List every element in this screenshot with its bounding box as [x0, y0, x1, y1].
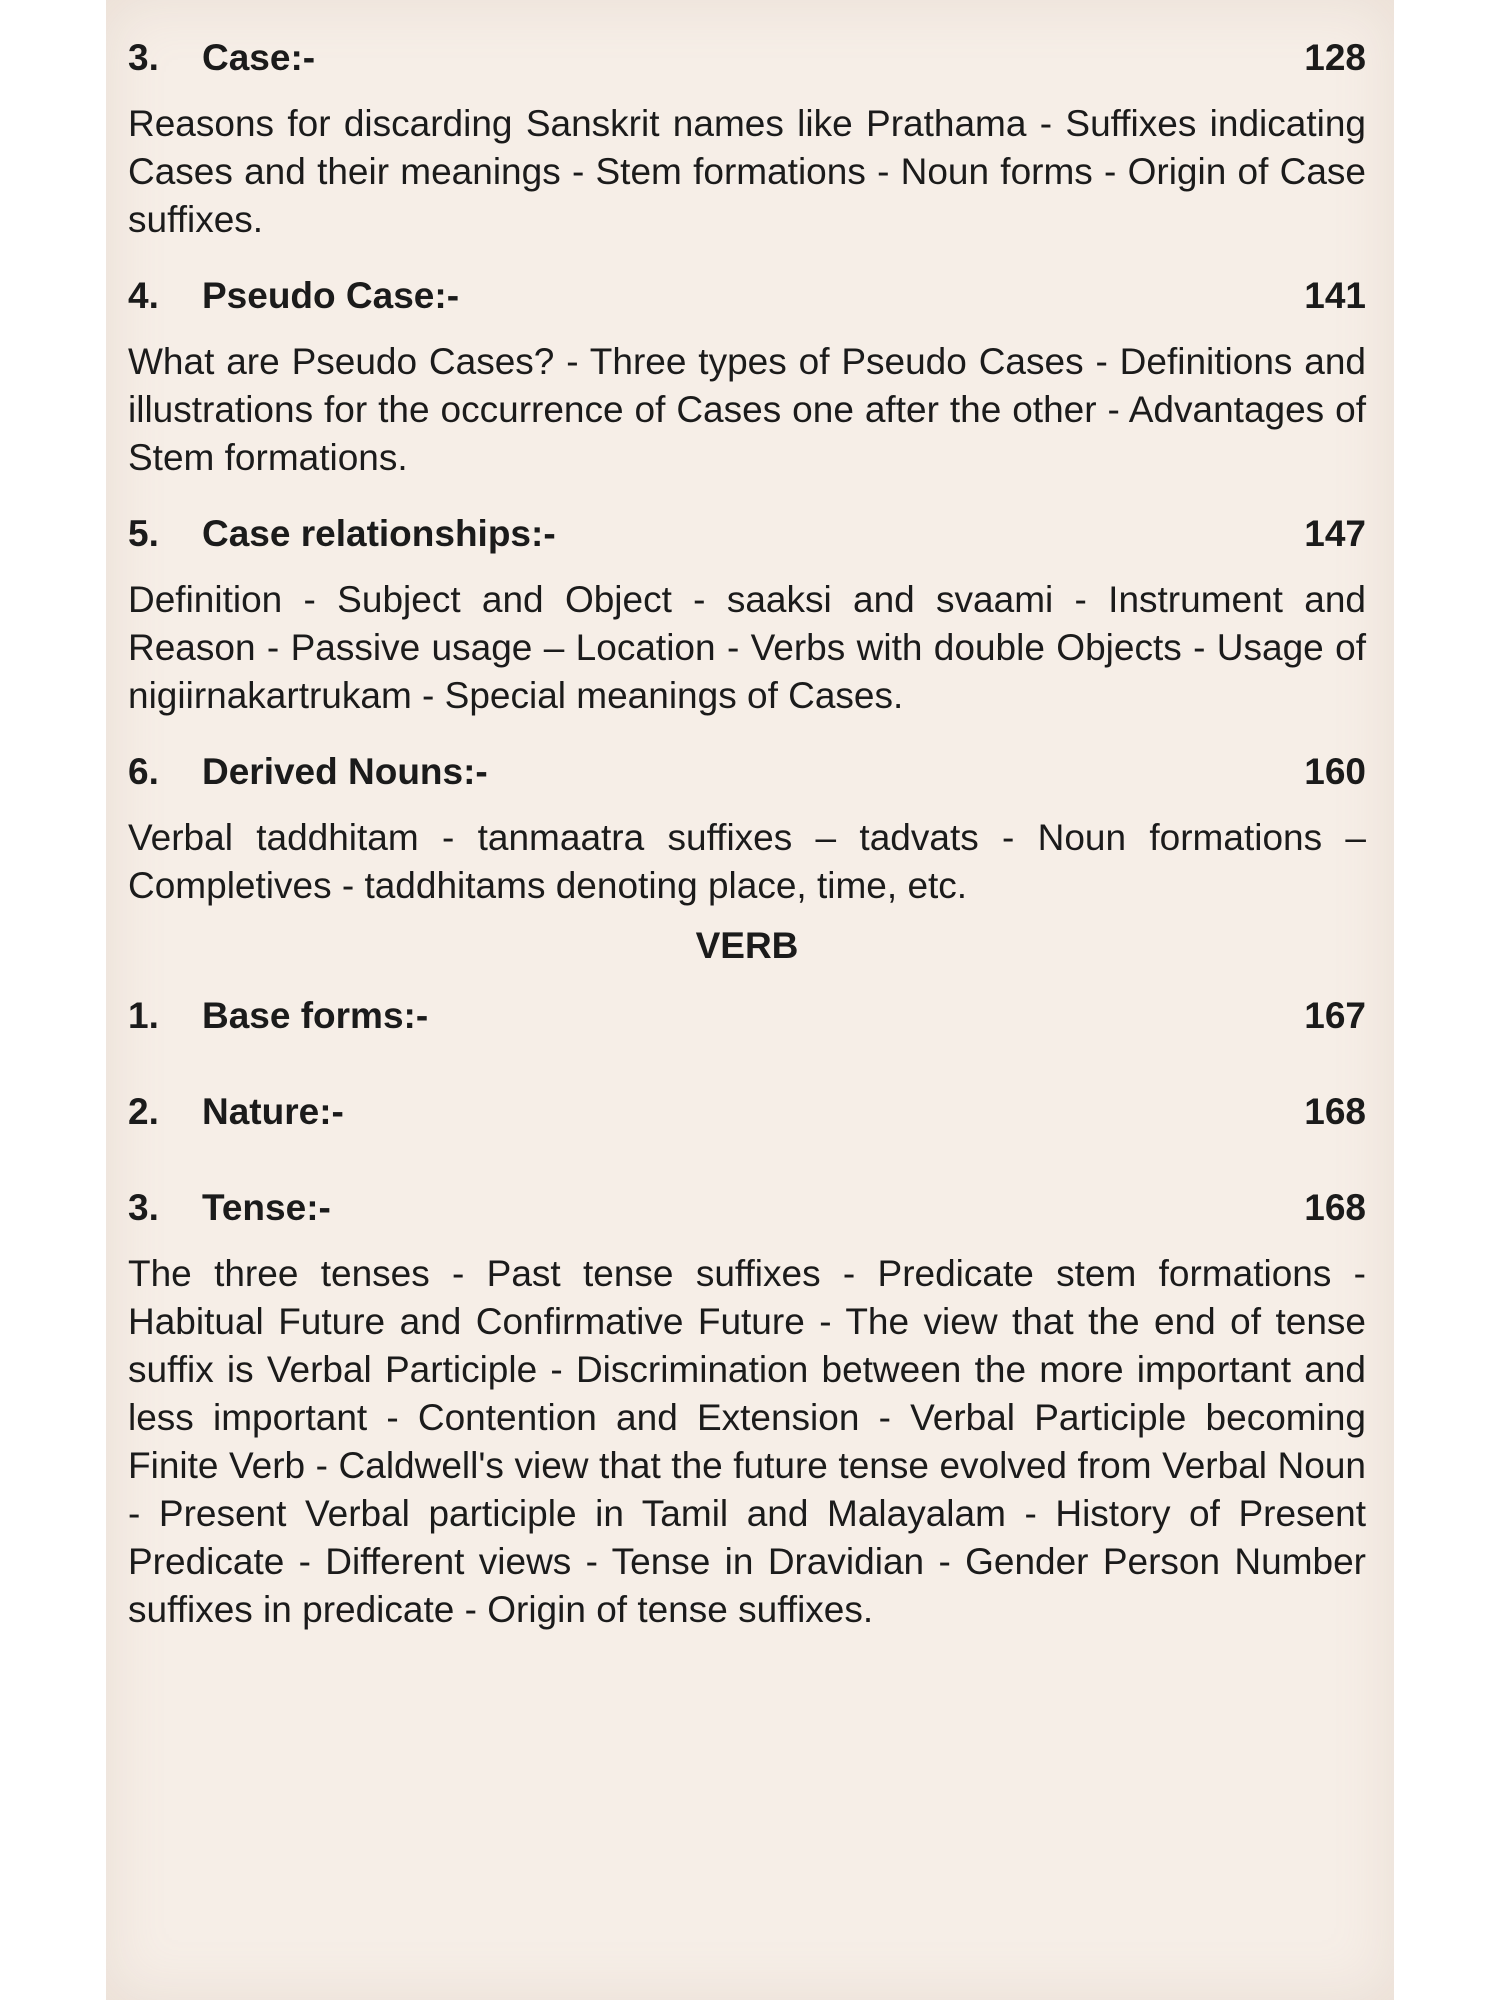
entry-page-number: 128	[1304, 37, 1366, 78]
entry-page-number: 160	[1304, 751, 1366, 792]
entry-title: Case relationships:-	[202, 513, 556, 554]
entry-heading	[128, 746, 1366, 798]
entry-number: 2.	[128, 1091, 159, 1132]
entry-description: What are Pseudo Cases? - Three types of Pseudo Cases - Definitions and illustrations for the occurrence of Cases one after the other - Advantages of Stem formations.	[128, 341, 1366, 478]
entry-title: Derived Nouns:-	[202, 751, 488, 792]
entry-title: Nature:-	[202, 1091, 344, 1132]
entry-title: Case:-	[202, 37, 316, 78]
section-heading-verb: VERB	[695, 925, 799, 966]
entry-heading	[128, 1086, 1366, 1138]
entry-number: 5.	[128, 513, 159, 554]
entry-page-number: 147	[1304, 513, 1366, 554]
entry-heading	[128, 32, 1366, 84]
entry-number: 4.	[128, 275, 159, 316]
entry-number: 1.	[128, 995, 159, 1036]
toc-entry-case	[128, 32, 1366, 244]
entry-heading	[128, 1182, 1366, 1234]
entry-number: 6.	[128, 751, 159, 792]
toc-content	[128, 32, 1366, 1634]
entry-title: Tense:-	[202, 1187, 331, 1228]
entry-heading	[128, 990, 1366, 1042]
toc-entry-pseudo-case	[128, 270, 1366, 482]
entry-description: The three tenses - Past tense suffixes - Predicate stem formations - Habitual Future and Confirmative Future - The view that the end of tense suffix is Verbal Participle - Discrimination between the more important and less important - Contention and Extension - Verbal Participle becoming Finite Verb - Caldwell's view that the future tense evolved from Verbal Noun - Present Verbal participle in Tamil and Malayalam - History of Present Predicate - Different views - Tense in Dravidian - Gender Person Number suffixes in predicate - Origin of tense suffixes.	[128, 1253, 1366, 1630]
entry-title: Base forms:-	[202, 995, 429, 1036]
toc-entry-case-relationships	[128, 508, 1366, 720]
toc-entry-base-forms	[128, 990, 1366, 1042]
entry-title: Pseudo Case:-	[202, 275, 460, 316]
entry-number: 3.	[128, 37, 159, 78]
entry-page-number: 168	[1304, 1187, 1366, 1228]
entry-heading	[128, 508, 1366, 560]
entry-page-number: 167	[1304, 995, 1366, 1036]
entry-number: 3.	[128, 1187, 159, 1228]
entry-page-number: 141	[1304, 275, 1366, 316]
toc-entry-derived-nouns	[128, 746, 1366, 910]
entry-heading	[128, 270, 1366, 322]
entry-description: Verbal taddhitam - tanmaatra suffixes – tadvats - Noun formations – Completives - taddhitams denoting place, time, etc.	[128, 817, 1366, 906]
entry-description: Definition - Subject and Object - saaksi and svaami - Instrument and Reason - Passive usage – Location - Verbs with double Objects - Usage of nigiirnakartrukam - Special meanings of Cases.	[128, 579, 1366, 716]
book-page	[106, 0, 1394, 2000]
toc-entry-tense	[128, 1182, 1366, 1634]
entry-page-number: 168	[1304, 1091, 1366, 1132]
toc-entry-nature	[128, 1086, 1366, 1138]
entry-description: Reasons for discarding Sanskrit names like Prathama - Suffixes indicating Cases and their meanings - Stem formations - Noun forms - Origin of Case suffixes.	[128, 103, 1366, 240]
